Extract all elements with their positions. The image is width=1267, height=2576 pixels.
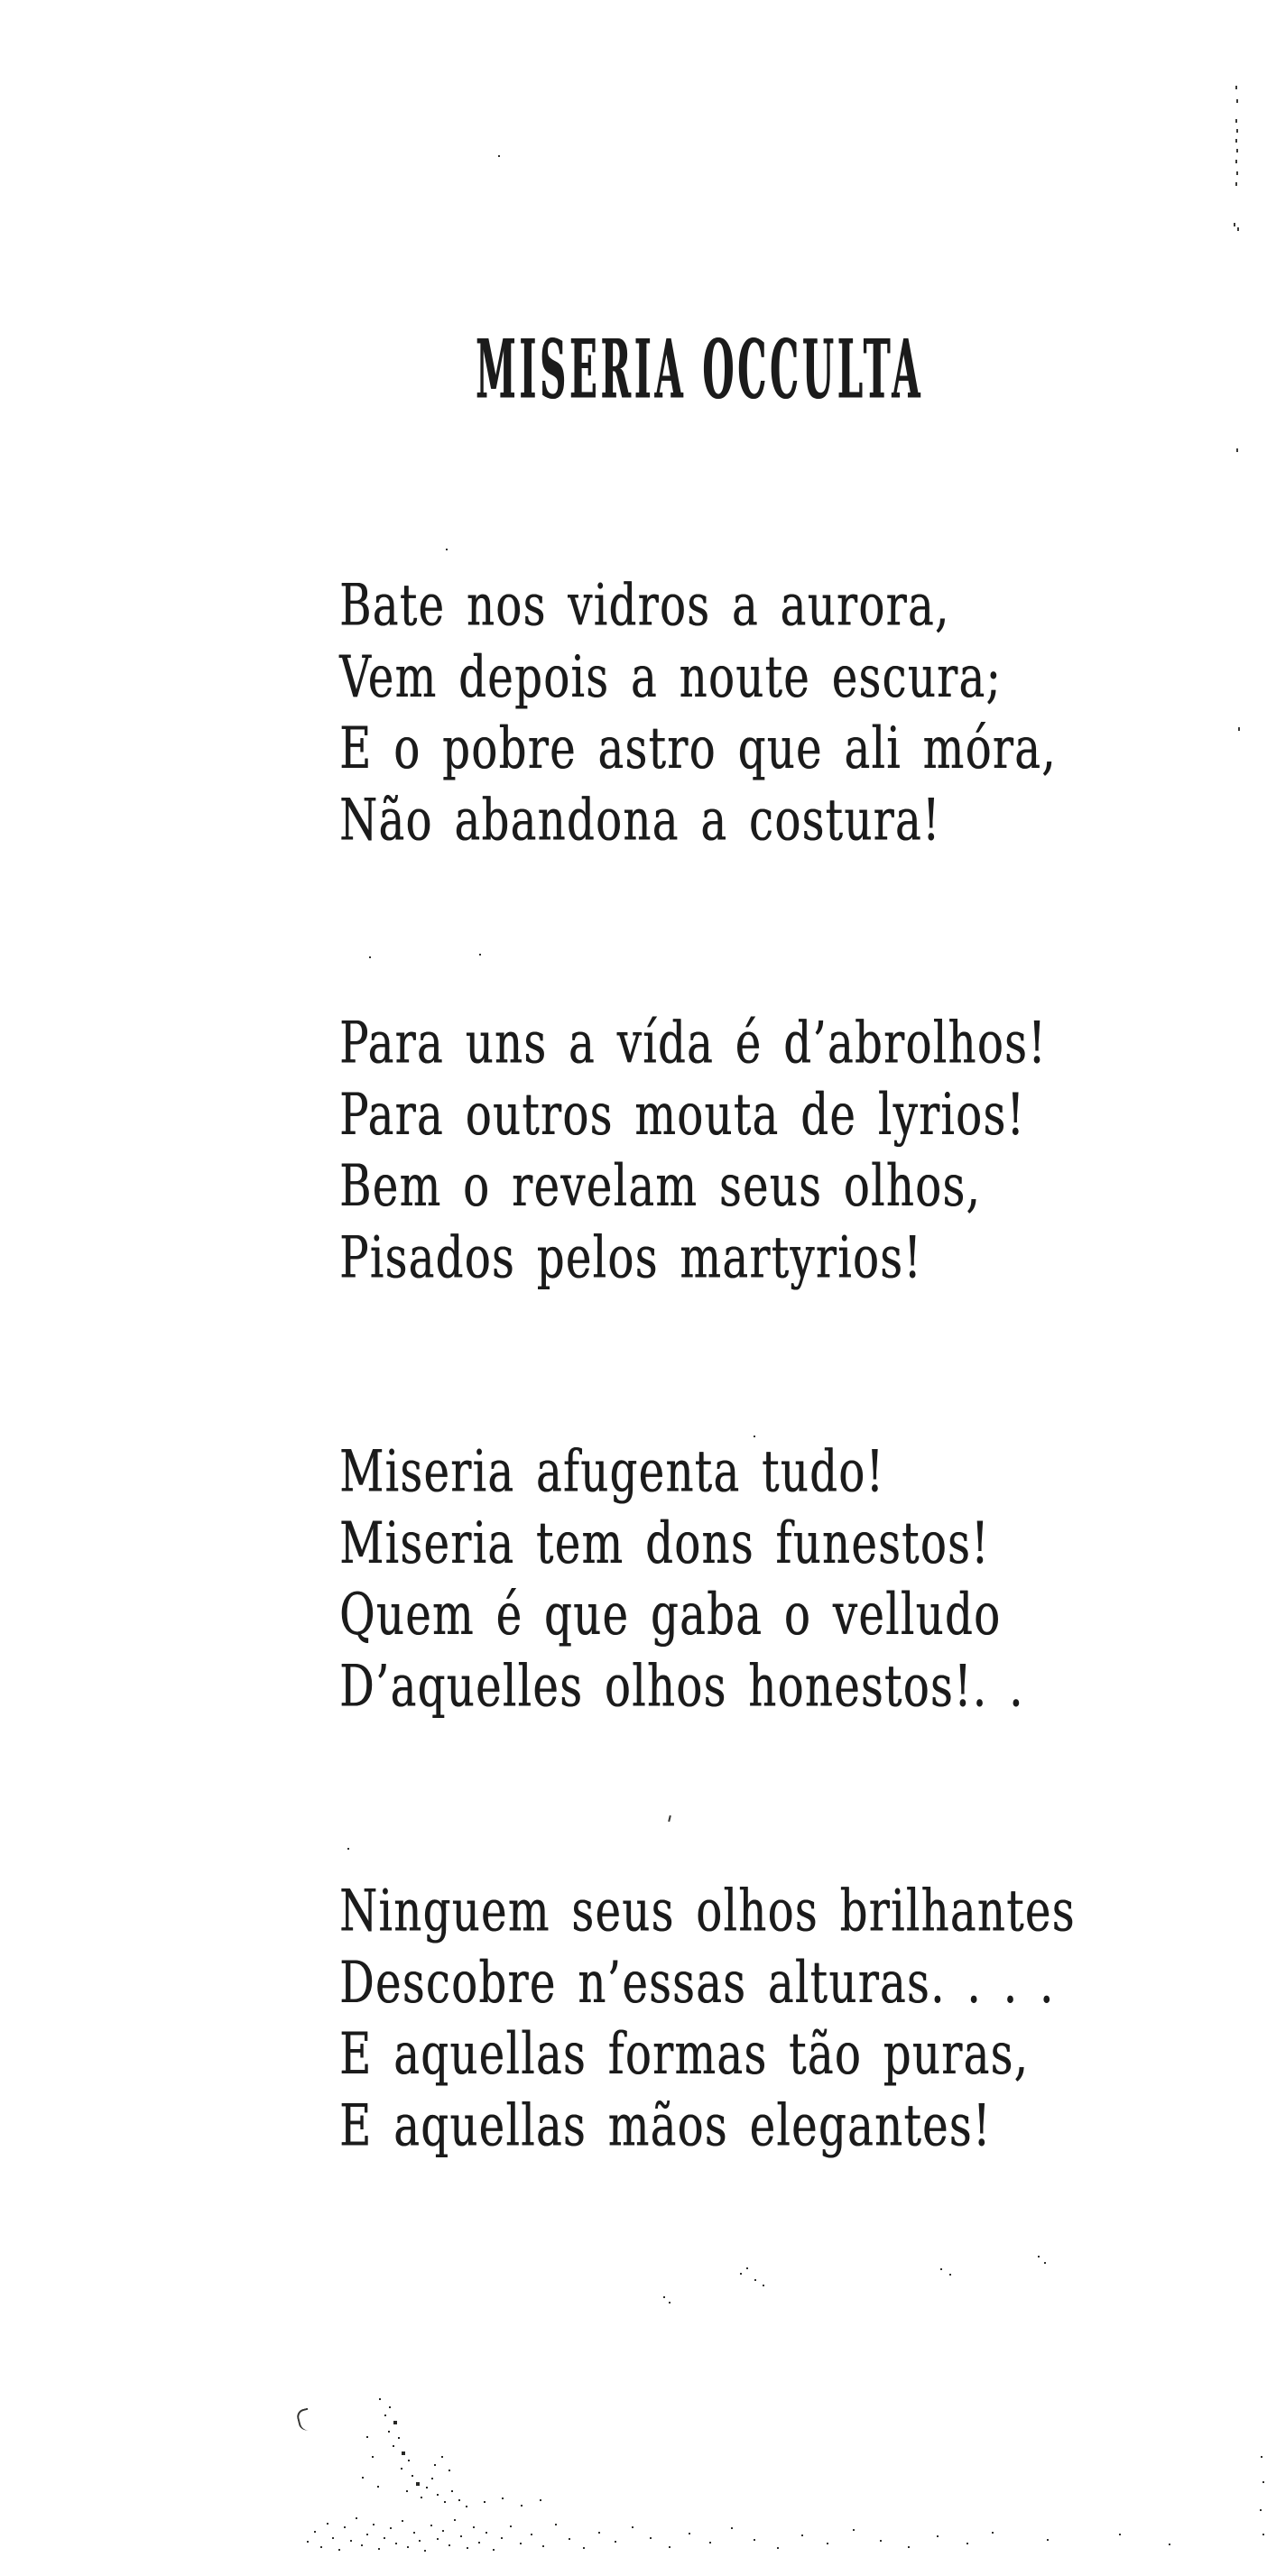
- stanza-3: [339, 1436, 1024, 1722]
- poem-line: Para outros mouta de lyrios!: [339, 1081, 1026, 1149]
- poem-line: Ninguem seus olhos brilhantes: [339, 1878, 1076, 1945]
- poem-line: D’aquelles olhos honestos!. .: [339, 1653, 1024, 1721]
- poem-line: E aquellas formas tão puras,: [339, 2021, 1030, 2088]
- poem-line: Para uns a vída é d’abrolhos!: [339, 1010, 1047, 1077]
- poem-line: Pisados pelos martyrios!: [339, 1224, 922, 1292]
- poem-line: Miseria afugenta tudo!: [339, 1438, 885, 1506]
- poem-title: MISERIA OCCULTA: [476, 322, 924, 418]
- scan-noise-curl-mark: [295, 2408, 312, 2433]
- scan-noise-ink-smudge: [0, 0, 2, 2]
- poem-line: Descobre n’essas alturas. . . .: [339, 1949, 1055, 2017]
- poem-line: Não abandona a costura!: [339, 787, 941, 854]
- poem-line: Vem depois a noute escura;: [339, 643, 1002, 711]
- poem-line: Quem é que gaba o velludo: [339, 1582, 1002, 1648]
- poem-line: E o pobre astro que ali móra,: [339, 716, 1057, 782]
- poem-line: E aquellas mãos elegantes!: [339, 2092, 992, 2160]
- stanza-1: [339, 570, 1057, 856]
- poem-line: Bate nos vidros a aurora,: [339, 572, 950, 640]
- scan-noise-bottom-band: [0, 0, 2, 2]
- scan-noise-tick-mark: [668, 1815, 671, 1822]
- scan-noise-page-edge-dots: [0, 0, 2, 4]
- poem-line: Bem o revelam seus olhos,: [339, 1153, 982, 1220]
- poem-line: Miseria tem dons funestos!: [339, 1510, 990, 1577]
- stanza-4: [339, 1876, 1076, 2162]
- scan-noise-dust-specks: [0, 0, 2, 2]
- stanza-2: [339, 1008, 1047, 1294]
